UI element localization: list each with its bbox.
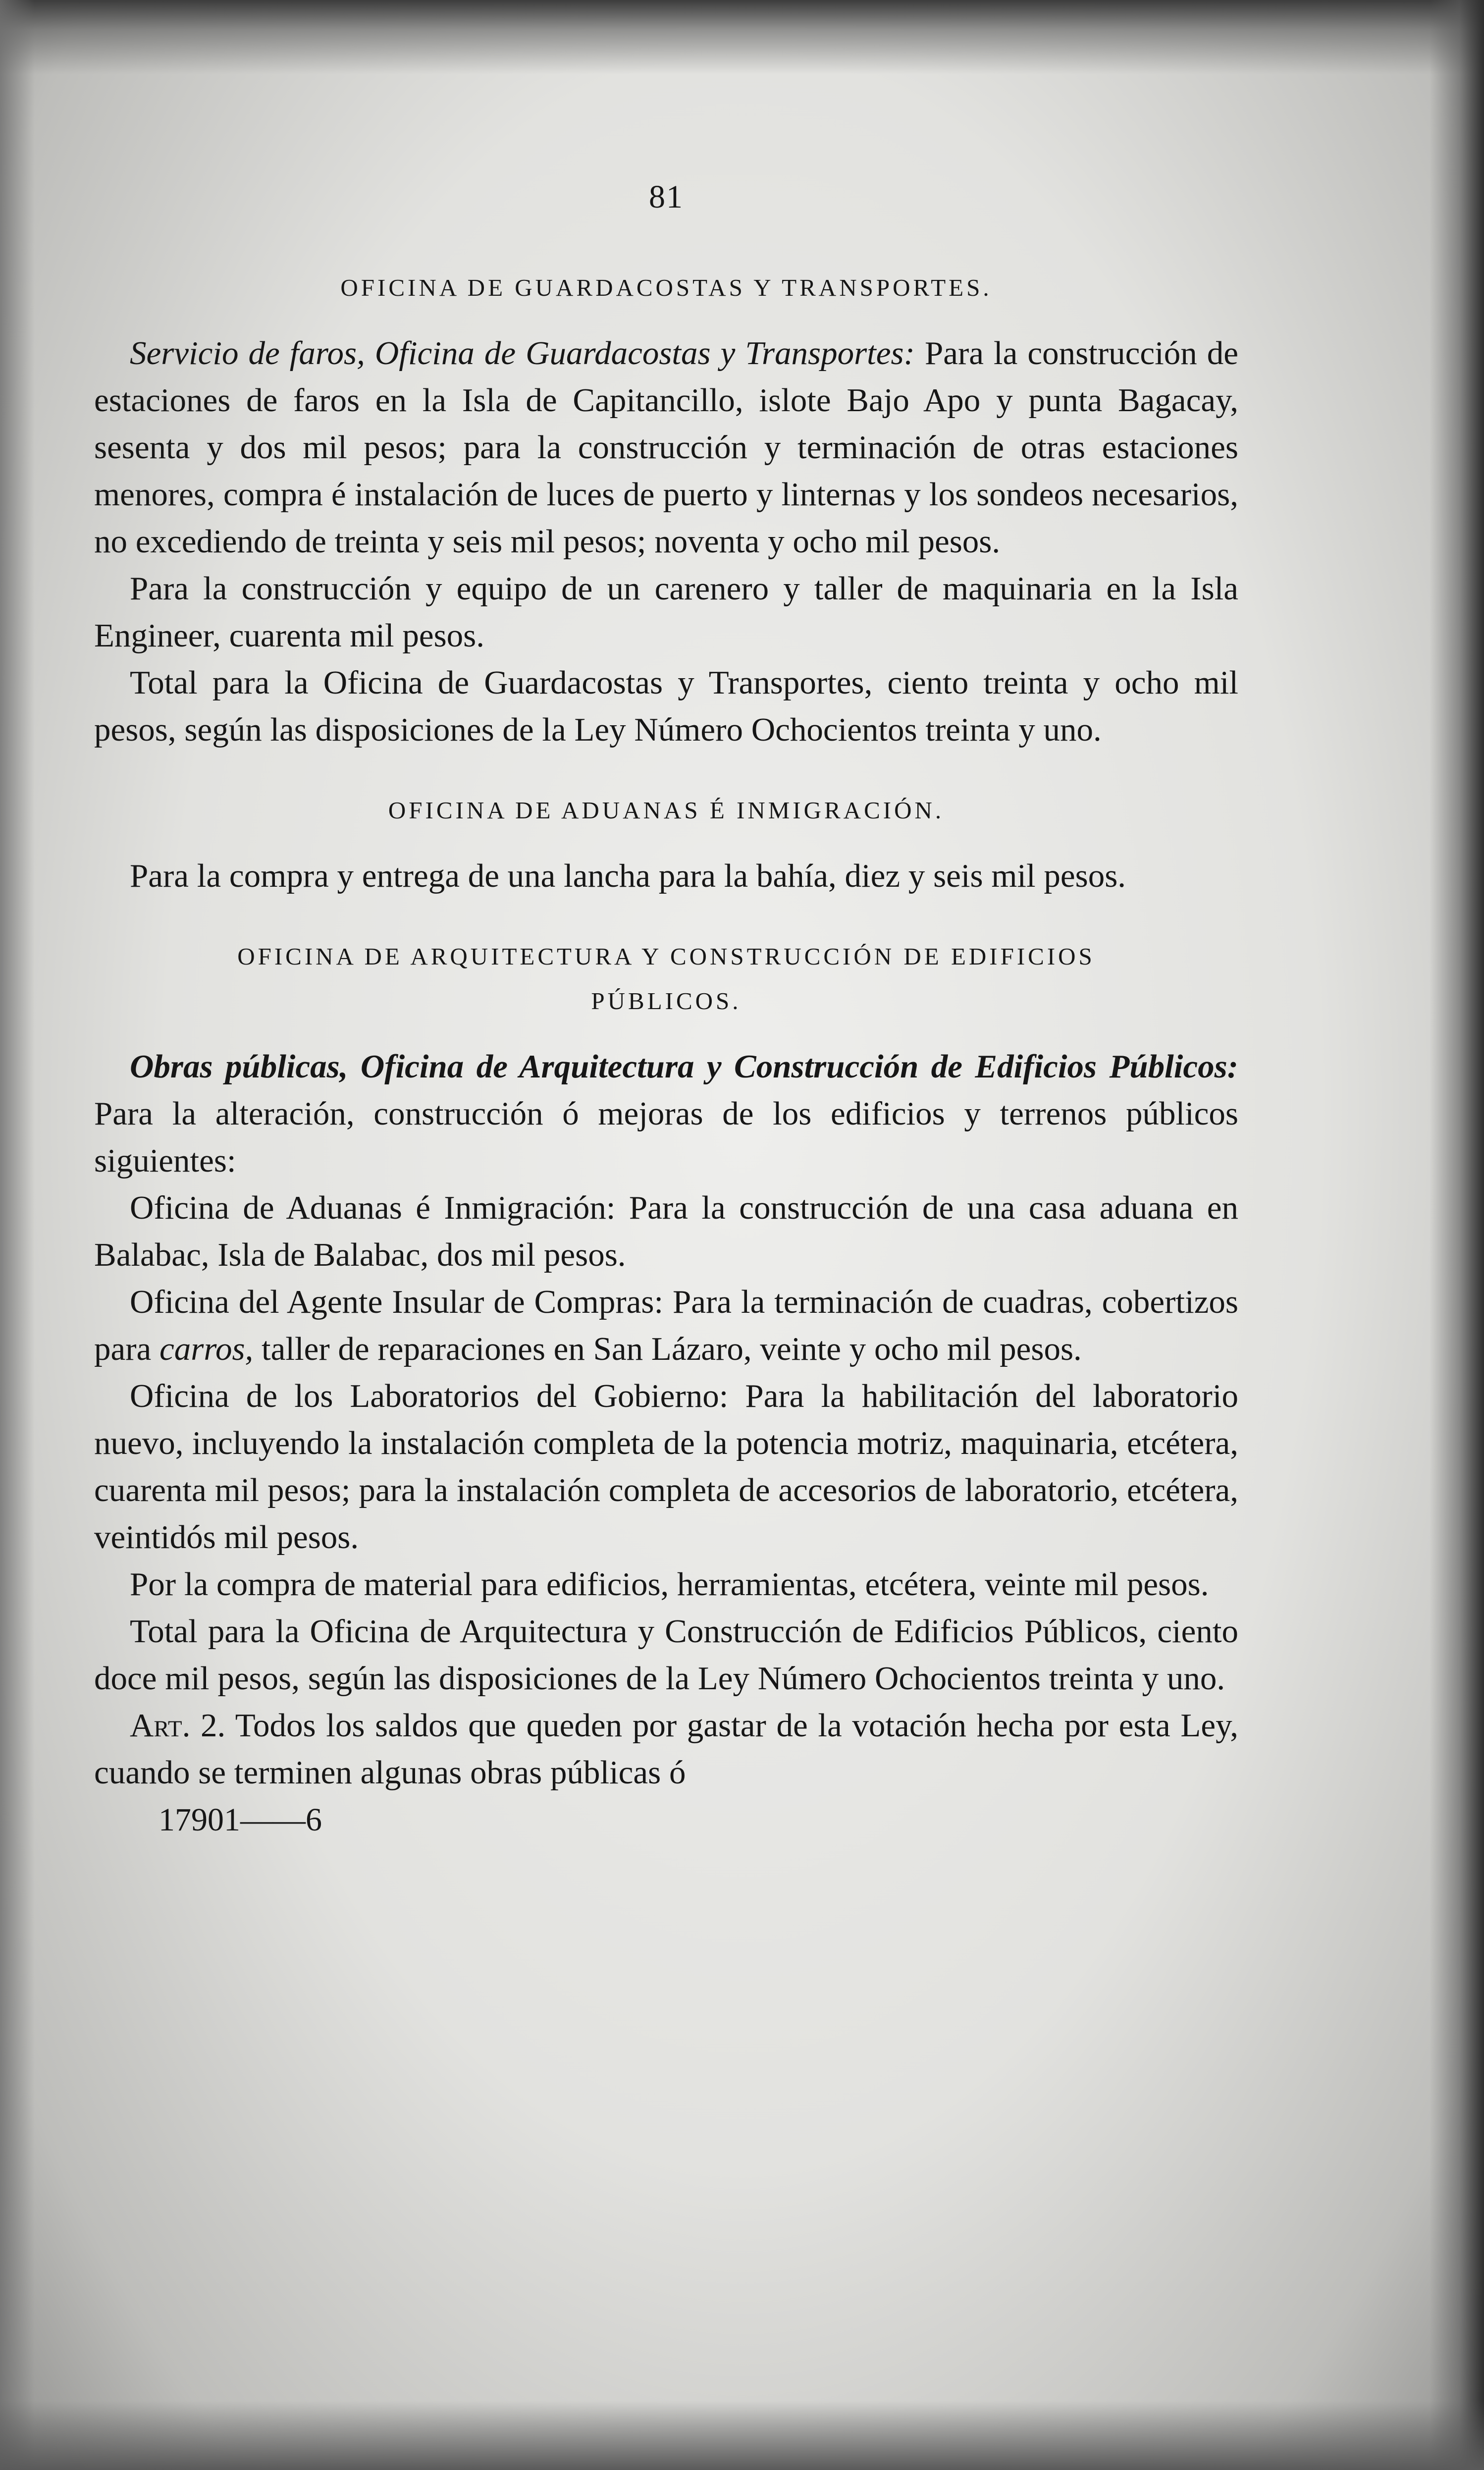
paragraph-faros [94, 330, 1238, 565]
paragraph-intro: Servicio de faros, Oficina de Guardacostas y Transportes: [130, 335, 915, 372]
paragraph-lancha: Para la compra y entrega de una lancha para la bahía, diez y seis mil pesos. [130, 858, 1126, 894]
paragraph-carenero: Para la construcción y equipo de un carenero y taller de maquinaria en la Isla Engineer, cuarenta mil pesos. [94, 570, 1238, 654]
paragraph-laboratorios: Oficina de los Laboratorios del Gobierno: Para la habilitación del laboratorio nuevo, incluyendo la instalación completa de la potencia motriz, maquinaria, etcétera, cuarenta mil pesos; para la instalación completa de accesorios de laboratorio, etcétera, veintidós mil pesos. [94, 1378, 1238, 1556]
section-heading-guardacostas: OFICINA DE GUARDACOSTAS Y TRANSPORTES. [340, 274, 992, 301]
paragraph-obras-publicas [94, 1043, 1238, 1184]
printer-signature: 17901——6 [159, 1802, 322, 1838]
scan-shadow-left [0, 0, 35, 2470]
page-number: 81 [649, 179, 684, 215]
article-text: 2. Todos los saldos que queden por gastar de la votación hecha por esta Ley, cuando se terminen algunas obras públicas ó [94, 1707, 1238, 1791]
heading-line: OFICINA DE ARQUITECTURA Y CONSTRUCCIÓN DE EDIFICIOS [237, 943, 1095, 970]
paragraph-intro: Obras públicas, Oficina de Arquitectura y Construcción de Edificios Públicos: [130, 1048, 1238, 1085]
paragraph-agente-compras [94, 1279, 1238, 1373]
paragraph-article-2 [94, 1702, 1238, 1796]
scan-shadow-bottom [0, 2401, 1484, 2470]
paragraph-total-arquitectura: Total para la Oficina de Arquitectura y Construcción de Edificios Públicos, ciento doce mil pesos, según las disposiciones de la Ley Número Ochocientos treinta y uno. [94, 1613, 1238, 1697]
paragraph-total-guardacostas: Total para la Oficina de Guardacostas y Transportes, ciento treinta y ocho mil pesos, según las disposiciones de la Ley Número Ochocientos treinta y uno. [94, 664, 1238, 748]
heading-line: PÚBLICOS. [591, 987, 742, 1015]
paragraph-body: Para la alteración, construcción ó mejoras de los edificios y terrenos públicos siguientes: [94, 1095, 1238, 1179]
scan-shadow-top [0, 0, 1484, 74]
article-label: Art. [130, 1707, 191, 1744]
paragraph-material: Por la compra de material para edificios, herramientas, etcétera, veinte mil pesos. [130, 1566, 1209, 1603]
paragraph-part-italic: carros, [159, 1331, 254, 1367]
document-page [94, 178, 1238, 1839]
paragraph-body: Para la construcción de estaciones de faros en la Isla de Capitancillo, islote Bajo Apo y punta Bagacay, sesenta y dos mil pesos; para la construcción y terminación de otras estaciones menores, compra é instalación de luces de puerto y linternas y los sondeos necesarios, no excediendo de treinta y seis mil pesos; noventa y ocho mil pesos. [94, 335, 1239, 560]
scan-shadow-right [1430, 0, 1484, 2470]
section-heading-aduanas: OFICINA DE ADUANAS É INMIGRACIÓN. [388, 797, 945, 824]
paragraph-part: Oficina del Agente Insular de Compras: Para la terminación de cuadras, cobertizos para [94, 1284, 1238, 1367]
section-heading-arquitectura [94, 934, 1238, 1023]
paragraph-aduana-balabac: Oficina de Aduanas é Inmigración: Para la construcción de una casa aduana en Balabac, Isla de Balabac, dos mil pesos. [94, 1189, 1238, 1273]
paragraph-part: taller de reparaciones en San Lázaro, veinte y ocho mil pesos. [262, 1331, 1082, 1367]
